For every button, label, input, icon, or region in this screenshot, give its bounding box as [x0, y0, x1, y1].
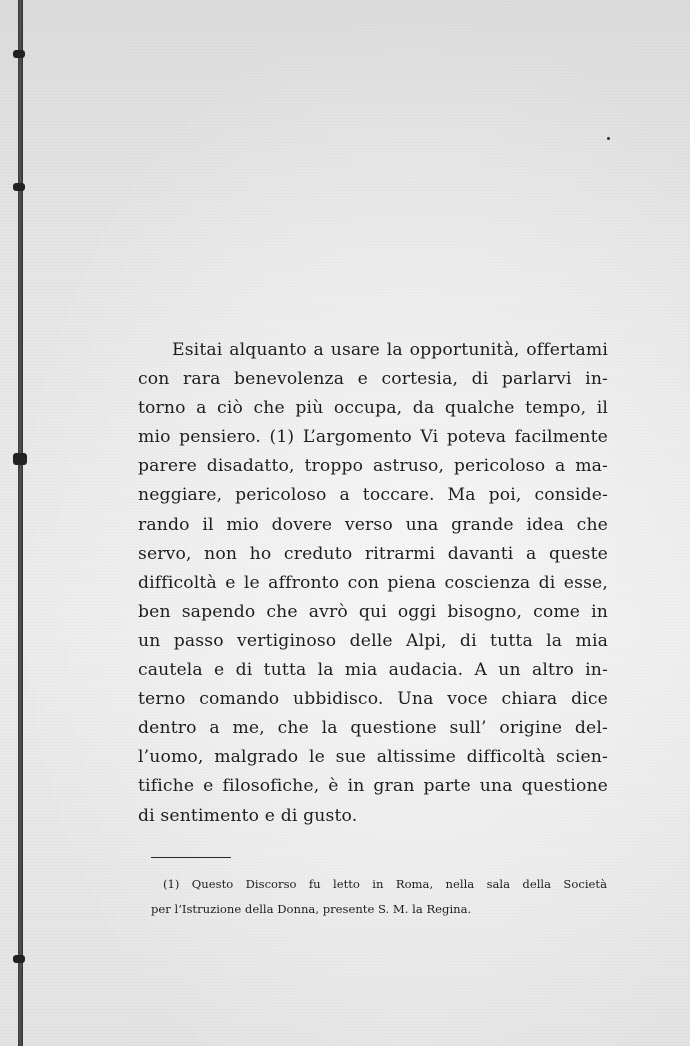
text-line: mio pensiero. (1) L’argomento Vi poteva facilmente — [138, 427, 608, 448]
main-paragraph — [138, 336, 608, 831]
binding-stitch — [13, 955, 25, 963]
binding-stitch — [13, 453, 27, 465]
text-line: Esitai alquanto a usare la opportunità, offertami — [172, 340, 608, 360]
text-line: neggiare, pericoloso a toccare. Ma poi, conside- — [138, 485, 608, 506]
footnote-line: (1) Questo Discorso fu letto in Roma, nella sala della Società — [163, 877, 607, 891]
binding-stitch — [13, 183, 25, 191]
footnote-line: per l’Istruzione della Donna, presente S. M. la Regina. — [151, 901, 472, 916]
footnote-divider — [151, 857, 231, 858]
text-line: ben sapendo che avrò qui oggi bisogno, come in — [138, 601, 608, 622]
text-line: terno comando ubbidisco. Una voce chiara dice — [138, 689, 608, 710]
paper-fleck — [607, 137, 610, 140]
text-line: cautela e di tutta la mia audacia. A un altro in- — [138, 660, 608, 681]
text-line: difficoltà e le affronto con piena coscienza di esse, — [138, 572, 608, 593]
text-line: l’uomo, malgrado le sue altissime difficoltà scien- — [138, 747, 608, 768]
text-line: di sentimento e di gusto. — [138, 805, 358, 826]
text-line: dentro a me, che la questione sull’ origine del- — [138, 718, 608, 739]
text-line: servo, non ho creduto ritrarmi davanti a queste — [138, 543, 608, 564]
text-line: parere disadatto, troppo astruso, pericoloso a ma- — [138, 456, 608, 477]
text-line: rando il mio dovere verso una grande idea che — [138, 514, 608, 535]
text-line: un passo vertiginoso delle Alpi, di tutta la mia — [138, 630, 608, 651]
book-binding-edge — [18, 0, 23, 1046]
text-line: torno a ciò che più occupa, da qualche tempo, il — [138, 398, 608, 419]
footnote — [151, 872, 607, 921]
binding-stitch — [13, 50, 25, 58]
text-line: tifiche e filosofiche, è in gran parte una questione — [138, 776, 608, 797]
text-line: con rara benevolenza e cortesia, di parlarvi in- — [138, 369, 608, 390]
